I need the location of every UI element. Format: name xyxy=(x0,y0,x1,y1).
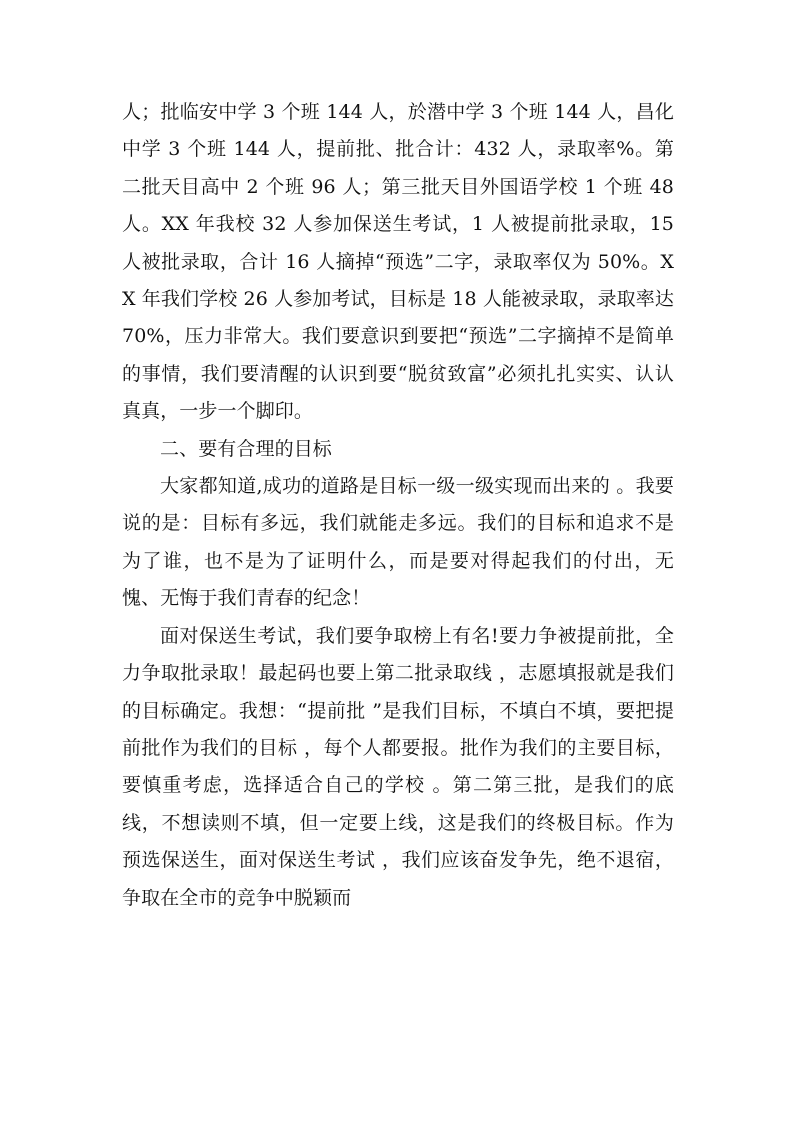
section-heading-reasonable-goals: 二、要有合理的目标 xyxy=(160,437,332,460)
document-body xyxy=(122,94,674,917)
paragraph-goals-distance: 大家都知道,成功的道路是目标一级一级实现而出来的 。我要说的是：目标有多远，我们就能走多远。我们的目标和追求不是为了谁，也不是为了证明什么，而是要对得起我们的付出，无愧、无悔于我们青春的纪念！ xyxy=(122,475,674,610)
paragraph-admission-statistics: 人；批临安中学 3 个班 144 人，於潜中学 3 个班 144 人，昌化中学 3 个班 144 人，提前批、批合计：432 人，录取率%。第二批天目高中 2 个班 96 人；第三批天目外国语学校 1 个班 48 人。XX 年我校 32 人参加保送生考试，1 人被提前批录取，15 人被批录取，合计 16 人摘掉“预选”二字，录取率仅为 50%。XX 年我们学校 26 人参加考试，目标是 18 人能被录取，录取率达 70%，压力非常大。我们要意识到要把“预选”二字摘掉不是简单的事情，我们要清醒的认识到要“脱贫致富”必须扎扎实实、认认真真，一步一个脚印。 xyxy=(122,101,674,423)
paragraph-exam-strategy: 面对保送生考试，我们要争取榜上有名!要力争被提前批，全力争取批录取！最起码也要上第二批录取线 ，志愿填报就是我们的目标确定。我想：“提前批 ”是我们目标，不填白不填，要把提前批作为我们的目标 ，每个人都要报。批作为我们的主要目标，要慎重考虑，选择适合自己的学校 。第二第三批，是我们的底线，不想读则不填，但一定要上线，这是我们的终极目标。作为预选保送生，面对保送生考试 ，我们应该奋发争先，绝不退宿，争取在全市的竞争中脱颖而 xyxy=(122,624,674,909)
